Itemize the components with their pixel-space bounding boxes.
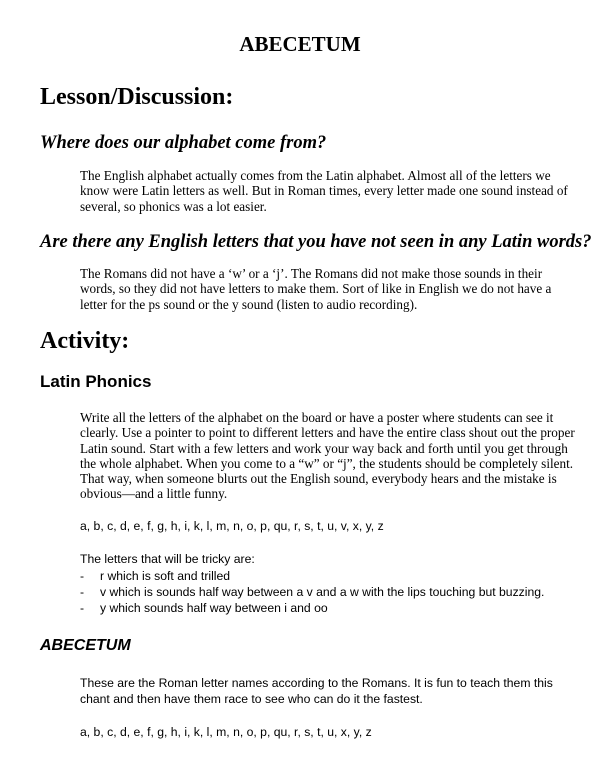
list-item: - r which is soft and trilled — [80, 569, 231, 583]
lesson-heading: Lesson/Discussion: — [40, 84, 234, 110]
abecetum-description: These are the Roman letter names according to the Romans. It is fun to teach them this chant and then have them race to see who can do it the fastest. — [80, 676, 553, 706]
question-missing-letters: Are there any English letters that you have not seen in any Latin words? — [40, 232, 592, 252]
list-dash: - — [80, 601, 85, 615]
phonics-letter-list: a, b, c, d, e, f, g, h, i, k, l, m, n, o, p, qu, r, s, t, u, v, x, y, z — [80, 519, 384, 533]
activity-heading: Activity: — [40, 328, 130, 354]
abecetum-letter-list: a, b, c, d, e, f, g, h, i, k, l, m, n, o, p, qu, r, s, t, u, x, y, z — [80, 725, 372, 739]
page-title: ABECETUM — [239, 32, 361, 56]
tricky-letters-intro: The letters that will be tricky are: — [80, 552, 255, 566]
list-dash: - — [80, 569, 85, 583]
latin-phonics-instructions: Write all the letters of the alphabet on the board or have a poster where students can see it clearly. Use a pointer to point to different letters and have the entire class shout out the proper Latin sound. Start with a few letters and work your way back and forth until you get through the whole alphabet. When you come to a “w” or “j”, the students should be completely silent. That way, when someone blurts out the English sound, everybody hears and the mistake is obvious—and a little funny. — [80, 410, 575, 502]
tricky-letters-list — [80, 568, 580, 616]
question-alphabet-origin: Where does our alphabet come from? — [40, 133, 327, 153]
list-dash: - — [80, 585, 85, 599]
abecetum-heading: ABECETUM — [40, 637, 131, 654]
answer-missing-letters: The Romans did not have a ‘w’ or a ‘j’. The Romans did not make those sounds in their words, so they did not have letters to make them. Sort of like in English we do not have a letter for the ps sound or the y sound (listen to audio recording). — [80, 266, 552, 312]
list-item: - v which is sounds half way between a v and a w with the lips touching but buzzing. — [80, 585, 545, 599]
answer-alphabet-origin: The English alphabet actually comes from the Latin alphabet. Almost all of the letters we know were Latin letters as well. But in Roman times, every letter made one sound instead of several, so phonics was a lot easier. — [80, 168, 568, 214]
list-item: - y which sounds half way between i and oo — [80, 601, 328, 615]
latin-phonics-heading: Latin Phonics — [40, 372, 152, 391]
